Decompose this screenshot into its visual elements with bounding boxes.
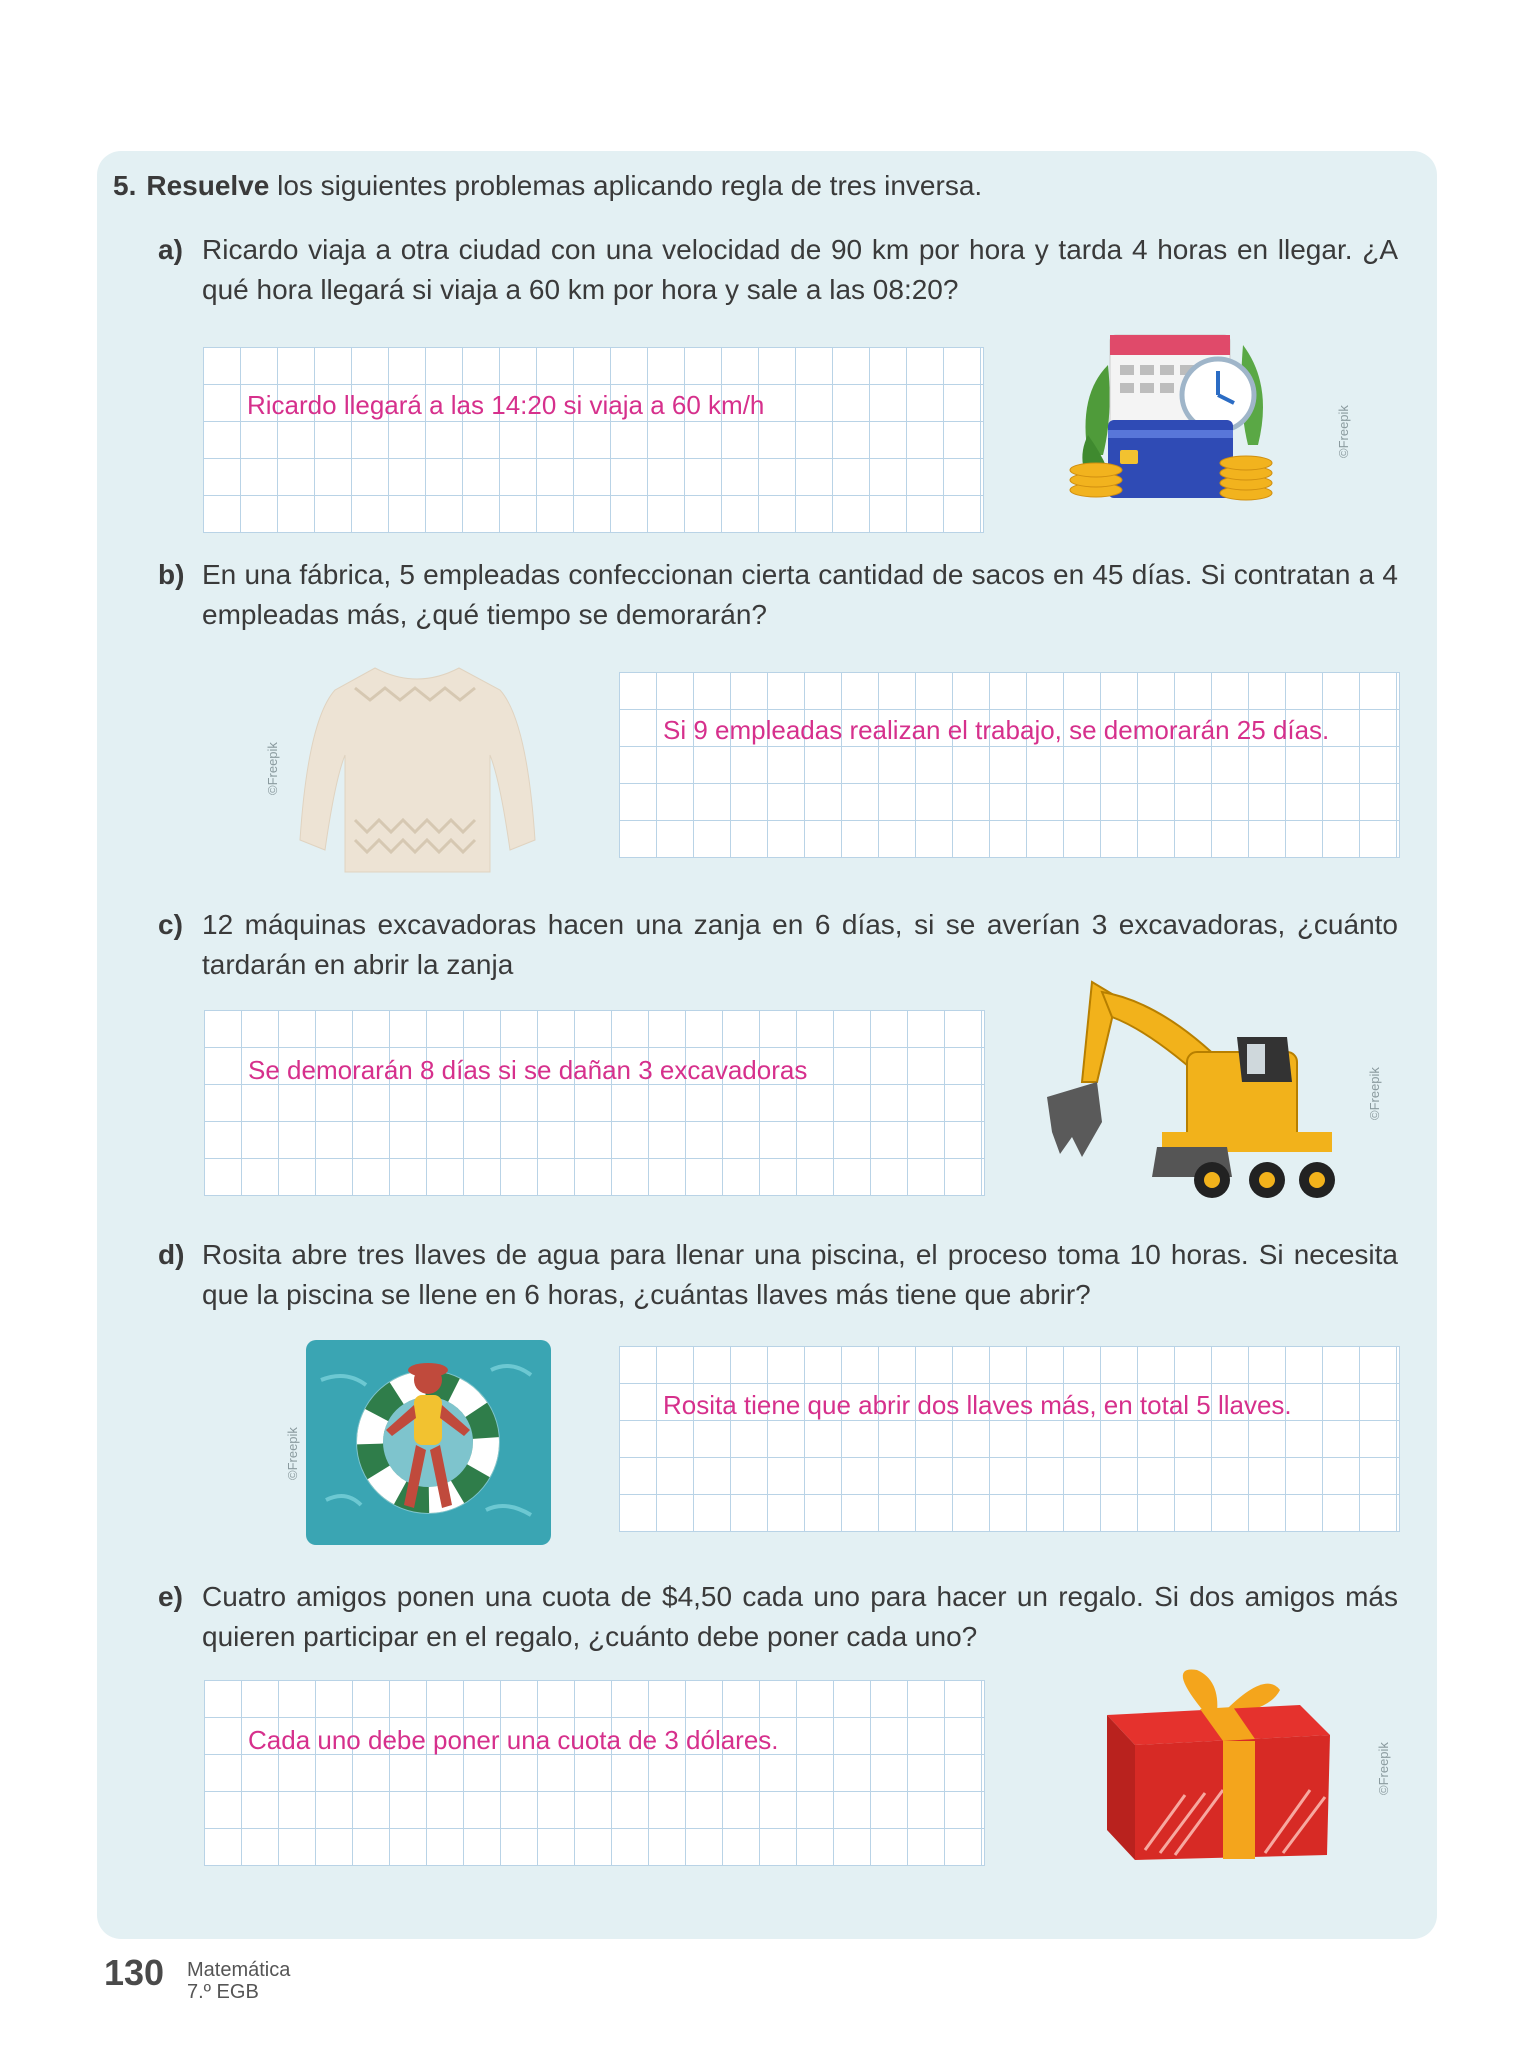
credit-e: ©Freepik xyxy=(1376,1742,1391,1795)
problem-letter: d) xyxy=(158,1239,185,1270)
problem-e xyxy=(158,1577,1398,1657)
problem-b xyxy=(158,555,1398,635)
credit-c: ©Freepik xyxy=(1367,1067,1382,1120)
problem-text: 12 máquinas excavadoras hacen una zanja en 6 días, si se averían 3 excavadoras, ¿cuánto tardarán en abrir la zanja xyxy=(202,909,1398,980)
problem-text: Rosita abre tres llaves de agua para llenar una piscina, el proceso toma 10 horas. Si necesita que la piscina se llene en 6 horas, ¿cuántas llaves más tiene que abrir? xyxy=(202,1239,1398,1310)
problem-letter: e) xyxy=(158,1581,183,1612)
answer-grid-c[interactable] xyxy=(204,1010,985,1196)
answer-grid-a[interactable] xyxy=(203,347,984,533)
problem-text: Ricardo viaja a otra ciudad con una velocidad de 90 km por hora y tarda 4 horas en llegar. ¿A qué hora llegará si viaja a 60 km por hora y sale a las 08:20? xyxy=(202,234,1398,305)
problem-letter: a) xyxy=(158,234,183,265)
page-number: 130 xyxy=(104,1952,165,1993)
answer-b: Si 9 empleadas realizan el trabajo, se demorarán 25 días. xyxy=(663,715,1330,745)
answer-e: Cada uno debe poner una cuota de 3 dólares. xyxy=(248,1725,779,1755)
sweater-icon xyxy=(295,660,540,880)
answer-grid-d[interactable] xyxy=(619,1346,1400,1532)
credit-a: ©Freepik xyxy=(1336,405,1351,458)
problem-text: Cuatro amigos ponen una cuota de $4,50 cada uno para hacer un regalo. Si dos amigos más quieren participar en el regalo, ¿cuánto debe poner cada uno? xyxy=(202,1581,1398,1652)
problem-d xyxy=(158,1235,1398,1315)
answer-c: Se demorarán 8 días si se dañan 3 excavadoras xyxy=(248,1055,808,1085)
exercise-instruction: los siguientes problemas aplicando regla de tres inversa. xyxy=(269,170,983,201)
gift-box-icon xyxy=(1105,1665,1335,1865)
answer-grid-b[interactable] xyxy=(619,672,1400,858)
credit-b: ©Freepik xyxy=(265,742,280,795)
footer-grade: 7.º EGB xyxy=(187,1981,259,2003)
exercise-verb: Resuelve xyxy=(146,170,270,201)
problem-text: En una fábrica, 5 empleadas confeccionan cierta cantidad de sacos en 45 días. Si contratan a 4 empleadas más, ¿qué tiempo se demorarán? xyxy=(202,559,1398,630)
excavator-icon xyxy=(1042,972,1342,1204)
answer-d: Rosita tiene que abrir dos llaves más, en total 5 llaves. xyxy=(663,1390,1292,1420)
problem-a xyxy=(158,230,1398,310)
exercise-number: 5. xyxy=(113,170,137,201)
problem-letter: b) xyxy=(158,559,185,590)
problem-letter: c) xyxy=(158,909,183,940)
pool-swimmer-icon xyxy=(306,1340,551,1545)
credit-d: ©Freepik xyxy=(285,1427,300,1480)
exercise-header xyxy=(113,170,982,202)
answer-a: Ricardo llegará a las 14:20 si viaja a 60 km/h xyxy=(247,390,765,420)
calendar-clock-coins-icon xyxy=(1068,305,1278,515)
answer-grid-e[interactable] xyxy=(204,1680,985,1866)
footer-subject: Matemática xyxy=(187,1959,291,1981)
